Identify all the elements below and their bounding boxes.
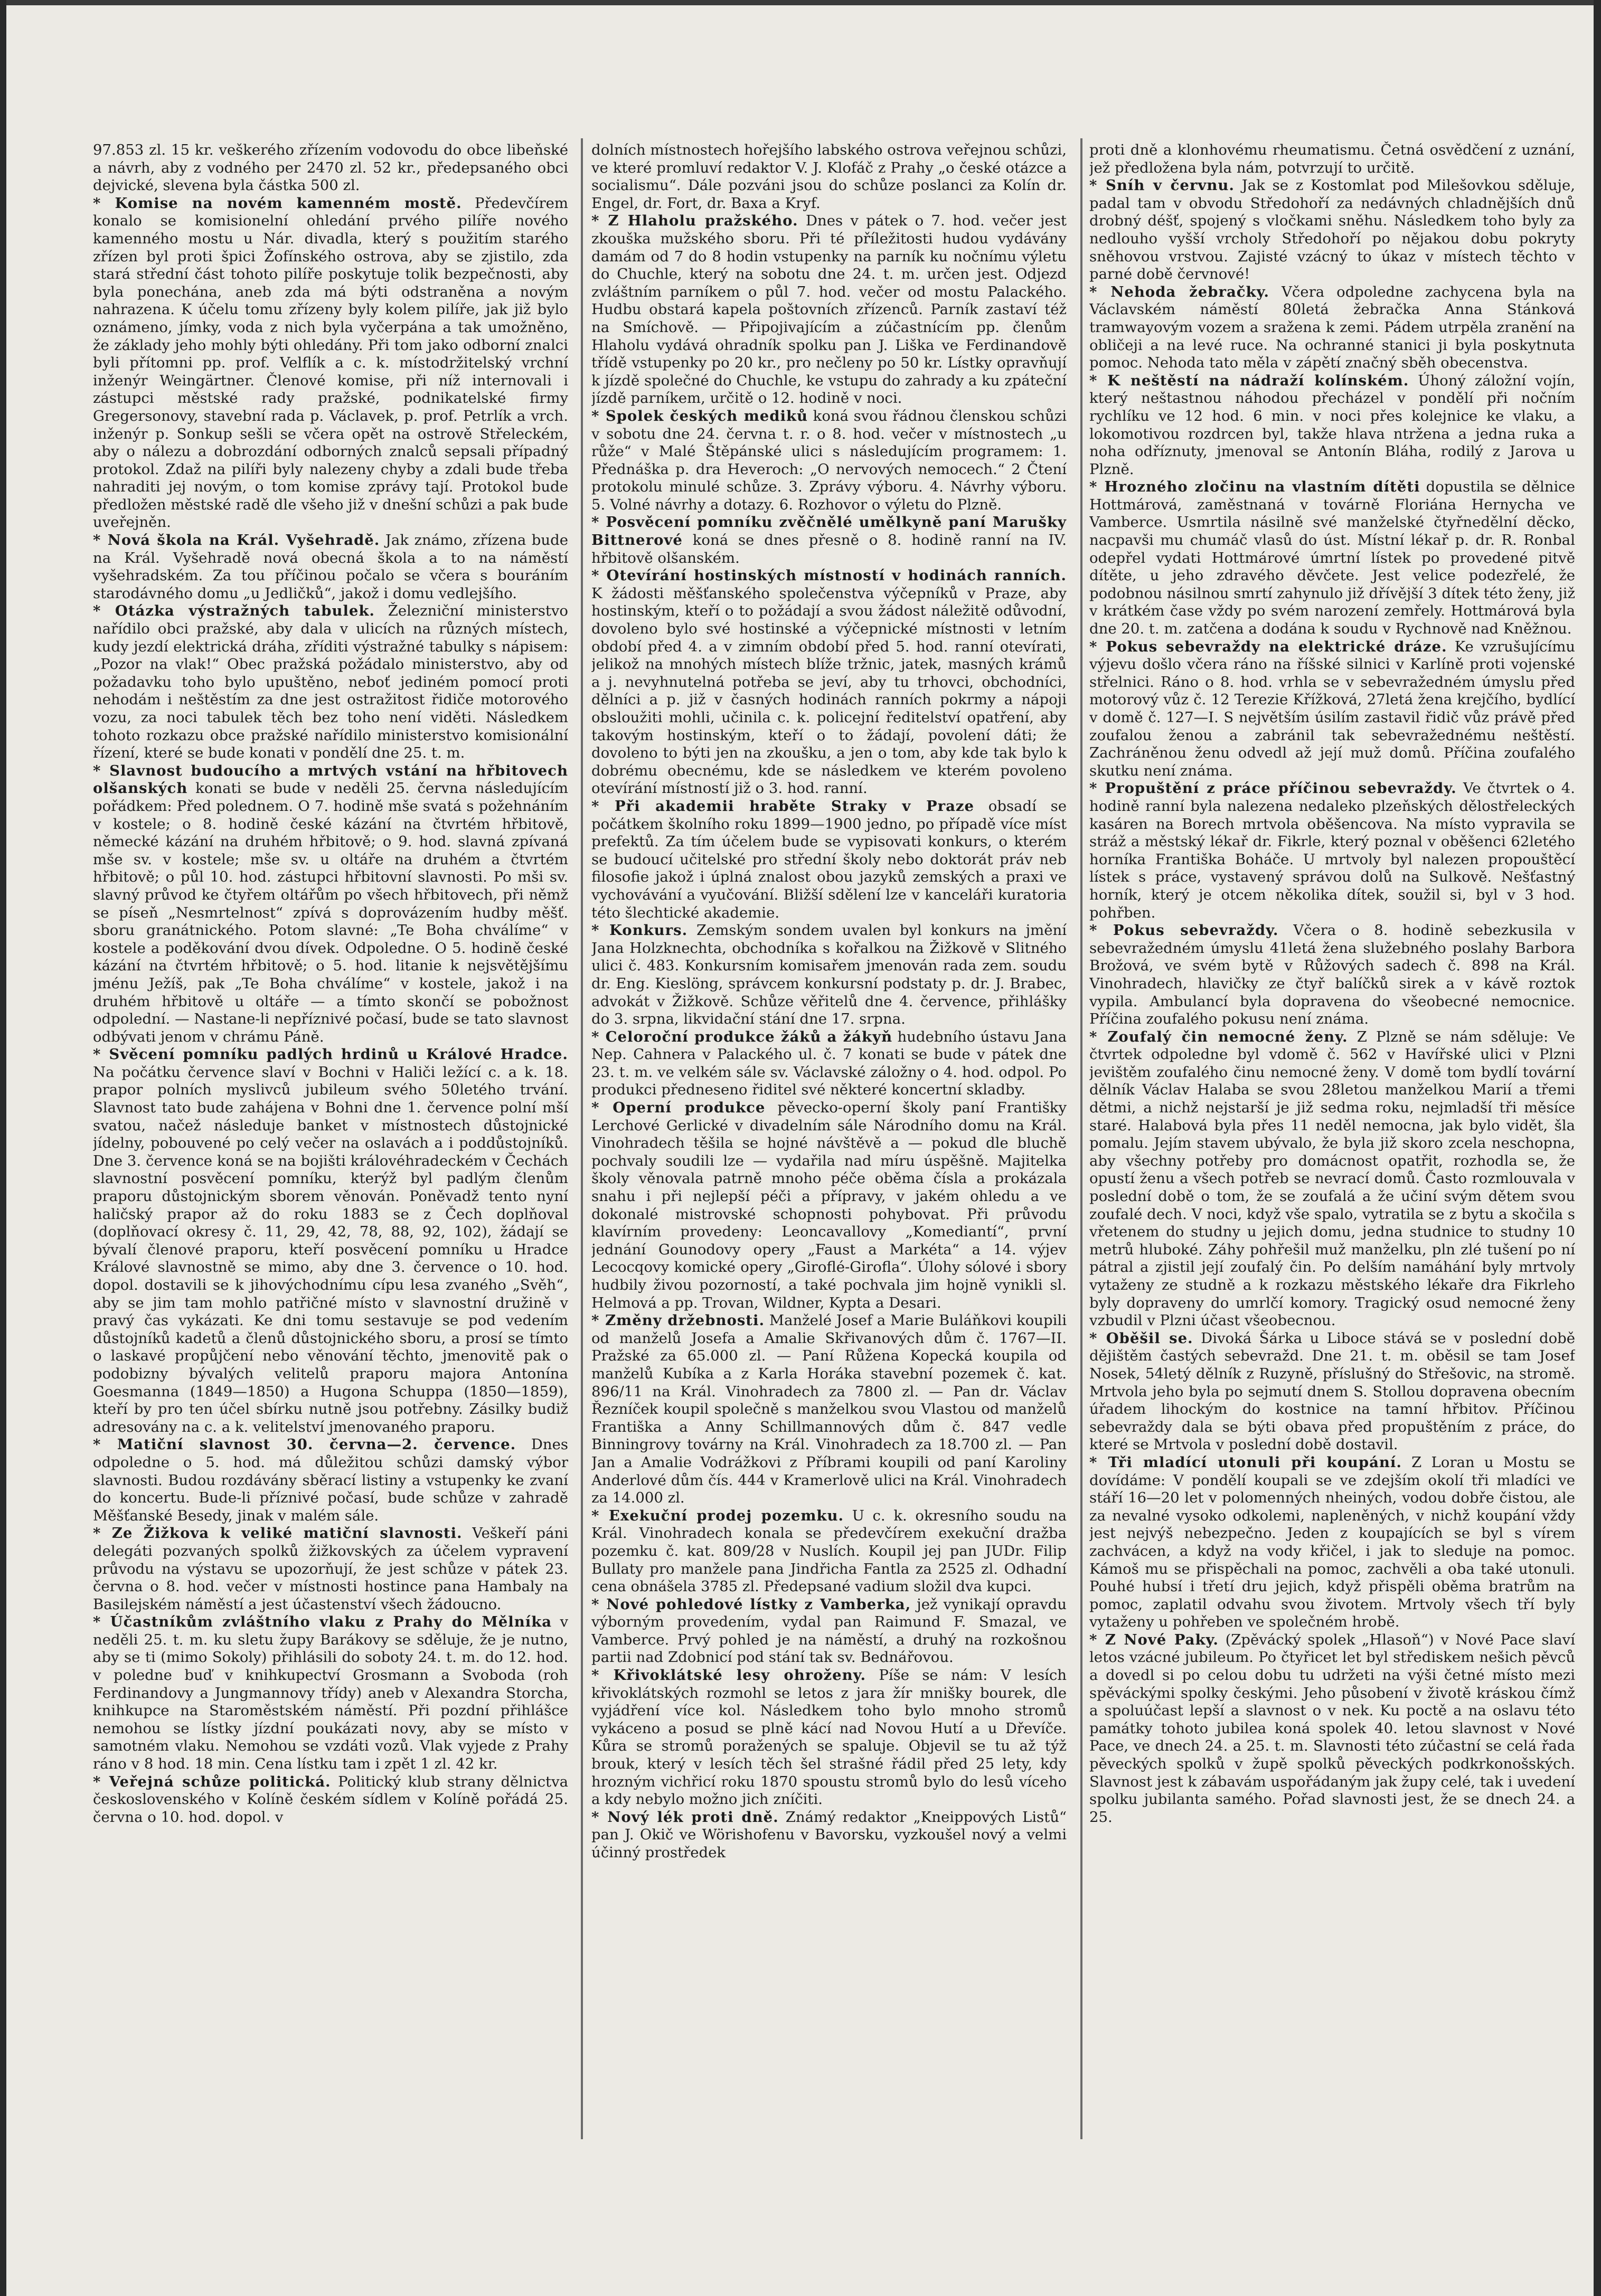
article-text: 97.853 zl. 15 kr. veškerého zřízením vodovodu do obce libeňské a návrh, aby z vodného per 2470 zl. 52 kr., předepsaného obci dejvické, slevena byla částka 500 zl. <box>93 141 568 194</box>
article-text: Dnes v pátek o 7. hod. večer jest zkouška mužského sboru. Při té příležitosti hudou vydávány damám od 7 do 8 hodin vstupenky na parník ku nočnímu výletu do Chuchle, který na sobotu dne 24. t. m. určen jest. Odjezd zvláštním parníkem o půl 7. hod. večer od mostu Palackého. Hudbu obstará kapela poštovních zřízenců. Parník zastaví též na Smíchově. — Připojivajícím a zúčastnícím pp. členům Hlaholu vydává ohradník spolku pan J. Liška ve Ferdinandově třídě vstupenky po 20 kr., pro nečleny po 50 kr. Lístky opravňují k jízdě společné do Chuchle, ke vstupu do zahrady a ku zpáteční jízdě parníkem, určitě o 12. hodině v noci. <box>591 212 1067 407</box>
article-paragraph <box>1089 284 1575 372</box>
article-paragraph <box>93 1773 568 1827</box>
article-paragraph <box>1089 177 1575 284</box>
article-text: Ke vzrušujícímu výjevu došlo včera ráno na říšské silnici v Karlíně proti vojenské střelnici. Ráno o 8. hod. vrhla se v sebevražedném úmyslu před motorový vůz č. 12 Terezie Křížková, 27letá žena krejčího, bydlící v domě č. 127—I. S největším úsilím zastavil řidič vůz právě před zoufalou ženou a zabránil tak sebevražednému neštěstí. Zachráněnou ženu odvedl až její muž domů. Příčina zoufalého skutku není známa. <box>1089 638 1575 779</box>
article-headline: * Exekuční prodej pozemku. <box>591 1507 844 1524</box>
article-headline: * Celoroční produkce žáků a žákyň <box>591 1028 893 1045</box>
article-headline: * Slavnost budoucího a mrtvých vstání na hřbitovech olšanských <box>93 762 568 797</box>
article-headline: * Při akademii hraběte Straky v Praze <box>591 797 975 815</box>
article-text: U c. k. okresního soudu na Král. Vinohradech konala se předevčírem exekuční dražba pozemku č. kat. 809/28 v Nuslích. Koupil jej pan JUDr. Filip Bullaty pro manžele pana Jindřicha Fantla za 2525 zl. Odhadní cena obnášela 3785 zl. Předepsané vadium složil dva kupci. <box>591 1507 1067 1595</box>
article-paragraph <box>1089 141 1575 177</box>
article-paragraph <box>591 1099 1067 1312</box>
article-paragraph <box>93 532 568 602</box>
article-headline: * Konkurs. <box>591 922 688 939</box>
article-headline: * Křivoklátské lesy ohroženy. <box>591 1667 867 1684</box>
article-text: Železniční ministerstvo nařídilo obci pražské, aby dala v ulicích na různých místech, kudy jezdí elektrická dráha, zříditi výstražné tabulky s nápisem: „Pozor na vlak!“ Obec pražská požádalo ministerstvo, aby od požadavku toho bylo upuštěno, neboť jediném pomocí proti nehodám i neštěstím za dne jest ostražitost řidiče motorového vozu, za noci tabulek těch bez toho není viděti. Následkem tohoto rozkazu obce pražské nařídilo ministerstvo komisionální řízení, které se bude konati v pondělí dne 25. t. m. <box>93 602 568 762</box>
article-paragraph <box>93 762 568 1046</box>
column-rule <box>581 138 583 2139</box>
article-paragraph <box>1089 922 1575 1028</box>
article-paragraph <box>1089 780 1575 922</box>
article-text: Ve čtvrtek o 4. hodině ranní byla nalezena nedaleko plzeňských dělostřeleckých kasáren na Borech mrtvola oběšencova. Na místo vypravila se stráž a městský lékař dr. Fikrle, který poznal v oběšenci 62letého horníka Františka Boháče. U mrtvoly byl nalezen propouštěcí lístek s práce, vystavený správou dolů na Sulkově. Nešťastný horník, který je otcem několika dítek, soužil si, byl v 3 hod. pohřben. <box>1089 780 1575 921</box>
article-headline: * Nehoda žebračky. <box>1089 283 1269 300</box>
article-text: Veškeří páni delegáti pozvaných spolků žižkovských za účelem vypravení průvodu na výstavu se upozorňují, že jest schůze v pátek 23. června o 8. hod. večer v místnosti hostince pana Hambaly na Basilejském náměstí a jest účastenství všech žádoucno. <box>93 1525 568 1613</box>
scan-edge-top <box>0 0 1601 5</box>
article-paragraph <box>591 1507 1067 1596</box>
article-text: koná svou řádnou členskou schůzi v sobotu dne 24. června t. r. o 8. hod. večer v místnostech „u růže“ v Malé Štěpánské ulici s následujícím programem: 1. Přednáška p. dra Heveroch: „O nervových nemocech.“ 2 Čtení protokolu minulé schůze. 3. Zprávy výboru. 4. Návrhy výboru. 5. Volné návrhy a dotazy. 6. Rozhovor o výletu do Plzně. <box>591 407 1067 513</box>
article-headline: * Hrozného zločinu na vlastním dítěti <box>1089 478 1420 496</box>
article-headline: * Sníh v červnu. <box>1089 177 1235 194</box>
scan-edge-left <box>0 0 6 2296</box>
article-headline: * Z Hlaholu pražského. <box>591 212 798 230</box>
article-paragraph <box>93 141 568 195</box>
scan-edge-right <box>1594 0 1601 2296</box>
article-headline: * Pokus sebevraždy. <box>1089 922 1279 939</box>
article-text: Jak se z Kostomlat pod Milešovkou sděluje, padal tam v obvodu Středohoří za nedávných chladnějších dnů drobný déšť, spojený s vločkami sněhu. Následkem toho byly za nedlouho vyšší vrcholy Středohoří po nějakou dobu pokryty sněhovou vrstvou. Zajisté vzácný to úkaz v místech těchto v parné době červnové! <box>1089 177 1575 283</box>
article-paragraph <box>591 798 1067 922</box>
article-text: Z Loran u Mostu se dovídáme: V pondělí koupali se ve zdejším okolí tři mladíci ve stáří 16—20 let v polomenných nheiných, vodou dobře čistou, ale za nevalné vysoko odkolemi, napleněných, v nichž koupání vždy jest nejvýš nebezpečno. Jeden z koupajících se byl s vírem zachvácen, a když na vody křičel, i jak to sleduje na pomoc. Kámoš mu se přispěchali na pomoc, zachvěli a oba také utonuli. Pouhé hubsí i třetí dru jejich, když přispěli oběma bratrům na pomoc, zaplatil odvahu svou životem. Mrtvoly všech tří byly vytaženy u pohřeben ve společném hrobě. <box>1089 1453 1575 1631</box>
article-paragraph <box>1089 1454 1575 1631</box>
article-headline: * Nové pohledové lístky z Vamberka, <box>591 1595 911 1613</box>
article-text: Zemským sondem uvalen byl konkurs na jmění Jana Holzknechta, obchodníka s kořalkou na Žižkově v Slitného ulici č. 483. Konkursním komisařem jmenován rada zem. soudu dr. Eng. Kieslöng, správcem konkursní podstaty p. dr. J. Brabec, advokát v Žižkově. Schůze věřitelů dne 4. července, přihlášky do 3. srpna, likvidační stání dne 17. srpna. <box>591 922 1067 1028</box>
article-paragraph <box>591 1596 1067 1667</box>
article-paragraph <box>1089 1028 1575 1330</box>
article-text: dolních místnostech hořejšího labského ostrova veřejnou schůzi, ve které promluví redaktor V. J. Klofáč z Prahy „o české otázce a socialismu“. Dále pozváni jsou do schůze poslanci za Kolín dr. Engel, dr. Fort, dr. Baxa a Kryf. <box>591 141 1067 212</box>
article-paragraph <box>591 514 1067 567</box>
article-headline: * K neštěstí na nádraží kolínském. <box>1089 372 1409 389</box>
article-headline: * Otevírání hostinských místností v hodinách ranních. <box>591 567 1067 584</box>
column-3 <box>1089 141 1575 2137</box>
article-headline: * Matiční slavnost 30. června—2. července. <box>93 1436 516 1453</box>
article-headline: * Změny držebnosti. <box>591 1312 765 1329</box>
article-headline: * Ze Žižkova k veliké matiční slavnosti. <box>93 1525 463 1542</box>
article-text: Včera odpoledne zachycena byla na Václavském náměstí 80letá žebračka Anna Stánková tramwayovým vozem a sražena k zemi. Pádem utrpěla zranění na obličeji a na levé ruce. Na ochranné stanici ji byla poskytnuta pomoc. Nehoda tato měla v zápětí značný sběh obecenstva. <box>1089 283 1575 372</box>
column-rule <box>1080 138 1082 2139</box>
article-text: koná se dnes přesně o 8. hodině ranní na IV. hřbitově olšanském. <box>591 532 1067 566</box>
article-text: Manželé Josef a Marie Buláňkovi koupili od manželů Josefa a Amalie Skřivanových dům č. 1767—II. Pražské za 65.000 zl. — Paní Růžena Kopecká koupila od manželů Kubíka a z Karla Horáka stavební pozemek č. kat. 896/11 na Král. Vinohradech za 7800 zl. — Pan dr. Václav Řezníček koupil společně s manželkou svou Vlastou od manželů Františka a Anny Schillmannových dům č. 847 vedle Binningrovy továrny na Král. Vinohradech za 18.700 zl. — Pan Jan a Amalie Vodrážkovi z Příbrami koupili od paní Karoliny Anderlové dům čís. 444 v Kramerlově ulici na Král. Vinohradech za 14.000 zl. <box>591 1312 1067 1507</box>
article-headline: * Účastníkům zvláštního vlaku z Prahy do Mělníka <box>93 1613 552 1631</box>
article-text: Dnes odpoledne o 5. hod. má důležitou schůzi damský výbor slavnosti. Budou rozdávány sběrací listiny a vstupenky ke zvaní do koncertu. Bude-li příznivé počasí, bude schůze v zahradě Měšťanské Besedy, jinak v malém sále. <box>93 1436 568 1524</box>
article-text: pěvecko-operní školy paní Františky Lerchové Gerlické v divadelním sále Národního domu na Král. Vinohradech těšila se hojné návštěvě a — pokud dle bluchě pochvaly soudili lze — vydařila nad míru úspěšně. Majitelka školy věnovala patrně mnoho péče oběma čísla a prokázala snahu i při nejlepší péči a přípravy, v jakém ohledu a ve dokonalé mistrovské schopnosti pohybovat. Při průvodu klavírním provedeny: Leoncavallovy „Komediantí“, první jednání Gounodovy opery „Faust a Markéta“ a 14. výjev Lecocqovy komické opery „Giroflé-Girofla“. Úlohy sólové i sbory hudbily živou pozorností, a také pochvala jim hojně vynikli sl. Helmová a pp. Trovan, Wildner, Kypta a Desari. <box>591 1099 1067 1311</box>
article-paragraph <box>93 1613 568 1773</box>
article-text: proti dně a klonhovému rheumatismu. Četná osvědčení z uznání, jež předložena byla nám, potvrzují to určitě. <box>1089 141 1575 176</box>
article-text: Divoká Šárka u Liboce stává se v poslední době dějištěm častých sebevražd. Dne 21. t. m. oběsil se tam Josef Nosek, 54letý dělník z Ruzyně, příslušný do Střešovic, na stromě. Mrtvola jeho byla po sejmutí dnem S. Stollou dopravena obecním úřadem lihockým do kostnice na tamní hřbitov. Příčinou sebevraždy dala se býti obava před propuštěním z práce, do které se Mrtvola v poslední době dostavil. <box>1089 1329 1575 1453</box>
article-headline: * Svěcení pomníku padlých hrdinů u Králové Hradce. <box>93 1046 568 1063</box>
article-text: Na počátku července slaví v Bochni v Haliči ležící c. a k. 18. prapor polních myslivců jubileum svého 50letého trvání. Slavnost tato bude zahájena v Bohni dne 1. července polní mší svatou, načež následuje banket v místnostech důstojnické jídelny, pobouvené po celý večer na oslavách a i poddůstojníků. Dne 3. července koná se na bojišti královéhradeckém v Čechách slavnostní posvěcení pomníku, kterýž byl padlým členům praporu důstojnickým sborem věnován. Poněvadž tento nyní haličský prapor až do roku 1883 se z Čech doplňoval (doplňovací okresy č. 11, 29, 42, 78, 88, 92, 102), žádají se bývalí členové praporu, kteří posvěcení pomníku u Hradce Králové slavnostně se mimo, aby dne 3. července o 10. hod. dopol. dostavili se k jihovýchodnímu cípu lesa zvaného „Svěh“, aby se jim tam mohlo patřičné místo v slavnostní družině v pravý čas vykázati. Ke dni tomu sestavuje se pod vedením důstojníků kadetů a členů důstojnického sboru, a prosí se tímto o laskavé propůjčení nebo věnování těchto, jmenovitě pak o podobizny bývalých velitelů praporu majora Antonína Goesmanna (1849—1850) a Hugona Schuppa (1850—1859), kteří by pro ten účel sbírku nutně jsou potřebny. Zásilky budiž adresovány na c. a k. velitelství jmenovaného praporu. <box>93 1063 568 1435</box>
article-text: Píše se nám: V lesích křivoklátských rozmohl se letos z jara žír mnišky bourek, dle vyjádření více kol. Následkem toho bylo mnoho stromů vykáceno a posud se plně kácí nad Novou Hutí a u Dřevíče. Kůra se stromů poražených se spaluje. Objevil se tu až týž brouk, který v lesích těch šel strašné řádil před 25 lety, kdy hrozným vichřicí roku 1870 spoustu stromů bylo do lesů víceho a kdy nebylo možno jich zníčiti. <box>591 1667 1067 1808</box>
article-headline: * Propuštění z práce příčinou sebevraždy. <box>1089 780 1457 797</box>
article-paragraph <box>591 212 1067 408</box>
article-text: hudebního ústavu Jana Nep. Cahnera v Palackého ul. č. 7 konati se bude v pátek dne 23. t. m. ve velkém sále sv. Václavské záložny o 4. hod. odpol. Po produkci předneseno řiditel své některé koncertní skladby. <box>591 1028 1067 1099</box>
article-headline: * Nový lék proti dně. <box>591 1808 779 1826</box>
article-text: jež vynikají opravdu výborným provedením, vydal pan Raimund F. Smazal, ve Vamberce. Prvý pohled je na náměstí, a druhý na rozkošnou partii nad Zdobnicí pod stání tak sv. Bednářovou. <box>591 1595 1067 1666</box>
article-paragraph <box>591 1809 1067 1862</box>
article-paragraph <box>591 1312 1067 1507</box>
article-headline: * Z Nové Paky. <box>1089 1631 1219 1648</box>
article-paragraph <box>591 408 1067 514</box>
article-paragraph <box>1089 1330 1575 1454</box>
article-text: Jak známo, zřízena bude na Král. Vyšehradě nová obecná škola a to na náměstí vyšehradském. Za tou příčinou počalo se včera s bouráním starodávného domu „u Jedličků“, jakož i domu vedlejšího. <box>93 532 568 602</box>
article-text: Předevčírem konalo se komisionelní ohledání prvého pilíře nového kamenného mostu u Nár. divadla, který s použitím starého zřízen byl proti špici Žofínského ostrova, aby se zjistilo, zda stará střední část tohoto pilíře poskytuje tolik bezpečnosti, aby byla ponechána, aneb zda má býti odstraněna a novým nahrazena. K účelu tomu zřízeny byly kolem pilíře, jak již bylo oznámeno, jímky, voda z nich byla vyčerpána a tak umožněno, že základy jeho mohly býti ohledány. Při tom jako odborní znalci byli přítomni pp. prof. Velflík a c. k. místodržitelský vrchní inženýr Weingärtner. Členové komise, při níž internovali i zástupci městské rady pražské, podnikatelské firmy Gregersonovy, stavební rada p. Václavek, p. prof. Petrlík a vrch. inženýr p. Sonkup sešli se včera opět na ostrově Střeleckém, aby o nálezu a dobrozdání odborných znalců sepsali případný protokol. Zdaž na pilíři byly nalezeny chyby a zdali bude třeba nahraditi jej novým, o tom komise zprávy tají. Protokol bude předložen městské radě dle všeho již v dnešní schůzi a pak bude uveřejněn. <box>93 194 568 531</box>
article-paragraph <box>1089 1631 1575 1827</box>
article-paragraph <box>1089 372 1575 479</box>
column-1 <box>93 141 568 2137</box>
column-2 <box>591 141 1067 2137</box>
article-headline: * Zoufalý čin nemocné ženy. <box>1089 1028 1348 1045</box>
article-text: Známý redaktor „Kneippových Listů“ pan J. Okič ve Wörishofenu v Bavorsku, vyzkoušel nový a velmi účinný prostředek <box>591 1808 1067 1861</box>
article-headline: * Nová škola na Král. Vyšehradě. <box>93 532 380 549</box>
article-text: Politický klub strany dělnictva československého v Kolíně českém sídlem v Kolíně pořádá 25. června o 10. hod. dopol. v <box>93 1773 568 1826</box>
article-paragraph <box>591 922 1067 1028</box>
article-paragraph <box>591 1028 1067 1099</box>
article-paragraph <box>93 1436 568 1525</box>
article-paragraph <box>93 1525 568 1613</box>
article-headline: * Tři mladící utonuli při koupání. <box>1089 1453 1402 1471</box>
article-headline: * Spolek českých mediků <box>591 407 808 424</box>
article-text: Úhoný záložní vojín, který neštastnou náhodou přecházel v pondělí při nočním rychlíku ve 12 hod. 6 min. v noci přes kolejnice ke vlaku, a lokomotivou rozdrcen byl, takže hlava ntržena a jedna ruka a noha odříznuty, jmenoval se Antonín Bláha, rodilý z Jarova u Plzně. <box>1089 372 1575 478</box>
article-headline: * Otázka výstražných tabulek. <box>93 602 375 620</box>
article-headline: * Operní produkce <box>591 1099 766 1117</box>
article-text: Včera o 8. hodině sebezkusila v sebevražedném úmyslu 41letá žena služebného poslahy Barbora Brožová, ve svém bytě v Růžových sadech č. 898 na Král. Vinohradech, hlavičky ze čtyř balíčků sirek a v kávě roztok vypila. Ambulancí byla dopravena do všeobecné nemocnice. Příčina zoufalého pokusu není známa. <box>1089 922 1575 1028</box>
article-text: dopustila se dělnice Hottmárová, zaměstnaná v továrně Floriána Hernycha ve Vamberce. Usmrtila násilně své manželské čtyřnedělní děcko, nacpavši mu chumáč vlasů do úst. Místní lékař p. dr. R. Ronbal odepřel vydati Hottmárové úmrtní lístek po provedené pitvě dítěte, u jeho zdravého děvčete. Jest velice podezřelé, že podobnou násilnou smrtí zahynulo již dřívější 3 dítek této ženy, již v krátkém čase vždy po svém narození zemřely. Hottmárová byla dne 20. t. m. zatčena a dodána k soudu v Rychnově nad Kněžnou. <box>1089 478 1575 638</box>
article-headline: * Pokus sebevraždy na elektrické dráze. <box>1089 638 1447 655</box>
article-text: v neděli 25. t. m. ku sletu župy Barákovy se sděluje, že je nutno, aby se ti (mimo Sokoly) přihlásili do soboty 24. t. m. do 12. hod. v poledne buď v knihkupectví Grosmann a Svoboda (roh Ferdinandovy a Jungmannovy třídy) aneb v Alexandra Storcha, knihkupce na Staroměstském náměstí. Při pozdní přihlášce nemohou se lístky jízdní poukázati novy, aby se místo v samotném vlaku. Nemohou se vzdáti vozů. Vlak vyjede z Prahy ráno v 8 hod. 18 min. Cena lístku tam i zpět 1 zl. 42 kr. <box>93 1613 568 1773</box>
article-paragraph <box>93 1046 568 1436</box>
article-text: obsadí se počátkem školního roku 1899—1900 jedno, po případě více míst prefektů. Za tím účelem bude se vypisovati konkurs, o kterém se budoucí učitelské pro střední školy nebo doktorát práv neb filosofie jakož i úplná znalost obou jazyků zemských a praxi ve vychovávání a vyučování. Bližší sdělení lze v kanceláři kuratoria této šlechtické akademie. <box>591 797 1067 921</box>
article-headline: * Komise na novém kamenném mostě. <box>93 194 462 212</box>
article-text: K žádosti měšťanského společenstva výčepníků v Praze, aby hostinským, kteří o to požádají a svou žádost náležitě odůvodní, dovoleno bylo své hostinské a výčepnické místnosti v letním období před 4. a v zimním období před 5. hod. ranní otevírati, jelikož na mnohých místech blíže tržnic, jatek, masných krámů a j. nevyhnutelná potřeba se jeví, aby tu trhovci, obchodníci, dělníci a p. již v časných hodinách ranních pokrmy a nápoji obsloužiti mohli, učinila c. k. policejní ředitelství opatření, aby takovým hostinským, kteří o to žádají, povolení dáti; že dovoleno to býti jen na zkoušku, a jen o tom, aby kde tak bylo k dobrému obecnému, kde se následkem ve kterém povoleno otevírání místností již o 3. hod. ranní. <box>591 584 1067 797</box>
article-paragraph <box>591 567 1067 798</box>
article-headline: * Posvěcení pomníku zvěčnělé umělkyně paní Marušky Bittnerové <box>591 514 1067 549</box>
article-paragraph <box>1089 478 1575 638</box>
article-paragraph <box>93 602 568 762</box>
article-text: konati se bude v neděli 25. června následujícím pořádkem: Před polednem. O 7. hodině mše svatá s požehnáním v kostele; o 8. hodině české kázání na čtvrtém hřbitově, německé kázání na druhém hřbitově; o 9. hod. slavná zpívaná mše sv. v kostele; mše sv. u oltáře na druhém a čtvrtém hřbitově; o půl 10. hod. zástupci hřbitovní slavnosti. Po mši sv. slavný průvod ke čtyřem oltářům po všech hřbitovech, při němž se píseň „Nesmrtelnost“ zpívá s doprovázením hudby měšť. sboru granátnického. Potom slavné: „Te Boha chválíme“ v kostele a poděkování dvou dívek. Odpoledne. O 5. hodině české kázání na čtvrtém hřbitově; o 5. hod. litanie k nejsvětějšímu jménu Ježíš, pak „Te Boha chválíme“ v kostele, jakož i na druhém hřbitově u oltáře — a tímto skončí se pobožnost odpolední. — Nastane-li nepříznivé počasí, bude se tato slavnost odbývati jenom v chrámu Páně. <box>93 780 568 1045</box>
article-paragraph <box>591 1667 1067 1809</box>
article-headline: * Oběšil se. <box>1089 1329 1193 1347</box>
article-paragraph <box>591 141 1067 212</box>
article-headline: * Veřejná schůze politická. <box>93 1773 331 1790</box>
article-text: (Zpěvácký spolek „Hlasoň“) v Nové Pace slaví letos vzácné jubileum. Po čtyřicet let byl střediskem nešich pěvců a dovedl si po celou dobu tu udržeti na výši četné místo mezi spěváckými spolky českými. Jeho působení v životě kráskou čímž a spoluúčast lepší a slavnost o v nek. Ku poctě a na oslavu této památky tohoto jubilea koná spolek 40. letou slavnost v Nové Pace, ve dnech 24. a 25. t. m. Slavnosti této zúčastní se celá řada pěveckých spolků v župě spolků pěveckých podkrkonošských. Slavnost jest k zábavám uspořádaným jak župy celé, tak i uvedení spolku jubilanta samého. Pořad slavnosti jest, že se dnech 24. a 25. <box>1089 1631 1575 1826</box>
article-paragraph <box>1089 638 1575 780</box>
article-text: Z Plzně se nám sděluje: Ve čtvrtek odpoledne byl vdomě č. 562 v Havířské ulici v Plzni jevištěm zoufalého činu nemocné ženy. V domě tom bydlí tovární dělník Václav Halaba se svou 28letou manželkou Marií a třemi dětmi, a nichž nejstarší je již sedma roku, nejmladší tři měsíce staré. Halabová byla přes 11 neděl nemocna, jak bylo vidět, šla pomalu. Jejím stavem ubývalo, že byla již skoro zcela neschopna, aby všechny potřeby pro domácnost opatřit, rozhodla se, že opustí ženu a všech potřeb se nevrací domů. Často rozmlouvala v poslední době o tom, že se zoufalá a že učiní svým dětem svou zoufalé dech. V noci, když vše spalo, vytratila se z bytu a skočila s vřetenem do studny u jejich domu, jedna studnice to studny 10 metrů hluboké. Záhy pohřešil muž manželku, pln zlé tušení po ní pátral a zjistil její zoufalý čin. Po delším namáhání byly mrtvoly vytaženy ze studně a k rozkazu městského lékaře dra Fikrleho byly dopraveny do umrlčí komory. Tragický osud nemocné ženy vzbudil v Plzni účast všeobecnou. <box>1089 1028 1575 1329</box>
article-paragraph <box>93 195 568 532</box>
